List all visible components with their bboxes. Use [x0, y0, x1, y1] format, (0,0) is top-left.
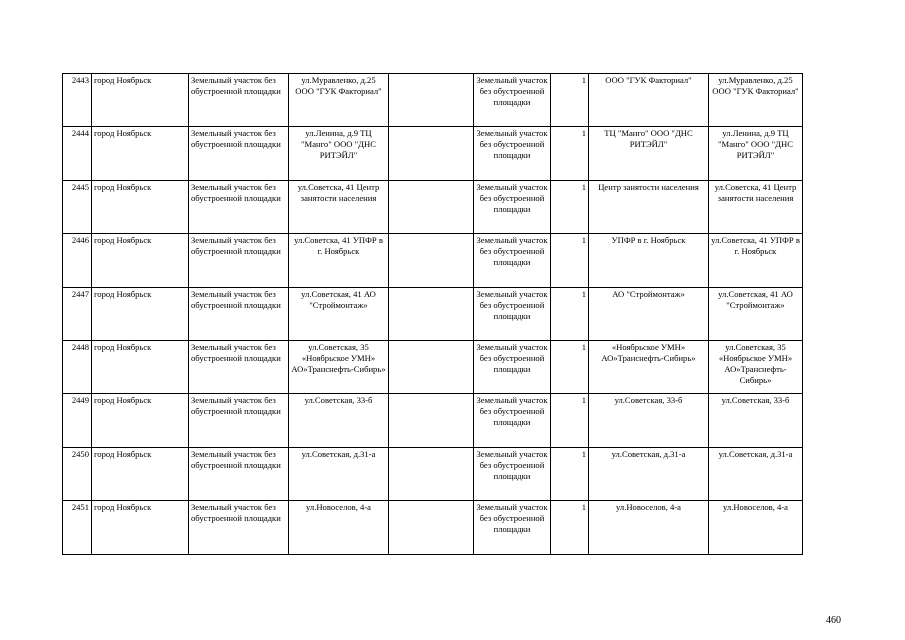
- city-cell: город Ноябрьск: [92, 234, 189, 287]
- address-cell: ул.Ленина, д.9 ТЦ "Манго" ООО "ДНС РИТЭЙЛ": [289, 127, 389, 180]
- empty-cell: [389, 394, 474, 447]
- quantity-cell: 1: [551, 127, 589, 180]
- city-cell: город Ноябрьск: [92, 394, 189, 447]
- location-cell: ул.Новоселов, 4-а: [709, 501, 803, 554]
- row-number: 2446: [63, 234, 92, 287]
- registry-table: [62, 73, 803, 555]
- page-number: 460: [826, 615, 841, 626]
- quantity-cell: 1: [551, 234, 589, 287]
- empty-cell: [389, 180, 474, 233]
- quantity-cell: 1: [551, 74, 589, 127]
- empty-cell: [389, 234, 474, 287]
- address-cell: ул.Советская, 41 АО "Строймонтаж»: [289, 287, 389, 340]
- row-number: 2451: [63, 501, 92, 554]
- quantity-cell: 1: [551, 501, 589, 554]
- owner-cell: УПФР в г. Ноябрьск: [589, 234, 709, 287]
- empty-cell: [389, 447, 474, 500]
- table-row: [63, 501, 803, 554]
- city-cell: город Ноябрьск: [92, 340, 189, 393]
- row-number: 2449: [63, 394, 92, 447]
- site-type-cell: Земельный участок без обустроенной площадки: [189, 501, 289, 554]
- site-type-cell: Земельный участок без обустроенной площадки: [189, 74, 289, 127]
- address-cell: ул.Советска, 41 УПФР в г. Ноябрьск: [289, 234, 389, 287]
- empty-cell: [389, 127, 474, 180]
- location-cell: ул.Советская, 33-б: [709, 394, 803, 447]
- location-cell: ул.Советска, 41 Центр занятости населения: [709, 180, 803, 233]
- table-row: [63, 394, 803, 447]
- site-type-cell: Земельный участок без обустроенной площадки: [189, 234, 289, 287]
- site-type-cell: Земельный участок без обустроенной площадки: [189, 180, 289, 233]
- object-type-cell: Земельный участок без обустроенной площадки: [474, 394, 551, 447]
- city-cell: город Ноябрьск: [92, 74, 189, 127]
- site-type-cell: Земельный участок без обустроенной площадки: [189, 447, 289, 500]
- location-cell: ул.Ленина, д.9 ТЦ "Манго" ООО "ДНС РИТЭЙЛ": [709, 127, 803, 180]
- empty-cell: [389, 74, 474, 127]
- row-number: 2447: [63, 287, 92, 340]
- city-cell: город Ноябрьск: [92, 501, 189, 554]
- location-cell: ул.Советска, 41 УПФР в г. Ноябрьск: [709, 234, 803, 287]
- owner-cell: ООО "ГУК Факториал": [589, 74, 709, 127]
- table-row: [63, 340, 803, 393]
- city-cell: город Ноябрьск: [92, 287, 189, 340]
- location-cell: ул.Советская, д.31-а: [709, 447, 803, 500]
- table-row: [63, 287, 803, 340]
- owner-cell: Центр занятости населения: [589, 180, 709, 233]
- empty-cell: [389, 340, 474, 393]
- address-cell: ул.Новоселов, 4-а: [289, 501, 389, 554]
- object-type-cell: Земельный участок без обустроенной площадки: [474, 234, 551, 287]
- city-cell: город Ноябрьск: [92, 447, 189, 500]
- object-type-cell: Земельный участок без обустроенной площадки: [474, 340, 551, 393]
- location-cell: ул.Советская, 35 «Ноябрьское УМН» АО»Транснефть-Сибирь»: [709, 340, 803, 393]
- row-number: 2448: [63, 340, 92, 393]
- address-cell: ул.Советская, 35 «Ноябрьское УМН» АО»Транснефть-Сибирь»: [289, 340, 389, 393]
- address-cell: ул.Советская, 33-б: [289, 394, 389, 447]
- row-number: 2443: [63, 74, 92, 127]
- address-cell: ул.Советска, 41 Центр занятости населения: [289, 180, 389, 233]
- table-row: [63, 234, 803, 287]
- quantity-cell: 1: [551, 447, 589, 500]
- site-type-cell: Земельный участок без обустроенной площадки: [189, 127, 289, 180]
- address-cell: ул.Муравленко, д.25 ООО "ГУК Факториал": [289, 74, 389, 127]
- city-cell: город Ноябрьск: [92, 180, 189, 233]
- object-type-cell: Земельный участок без обустроенной площадки: [474, 447, 551, 500]
- quantity-cell: 1: [551, 394, 589, 447]
- table-row: [63, 74, 803, 127]
- quantity-cell: 1: [551, 287, 589, 340]
- owner-cell: ул.Советская, 33-б: [589, 394, 709, 447]
- owner-cell: ТЦ "Манго" ООО "ДНС РИТЭЙЛ": [589, 127, 709, 180]
- table-row: [63, 447, 803, 500]
- row-number: 2444: [63, 127, 92, 180]
- object-type-cell: Земельный участок без обустроенной площадки: [474, 74, 551, 127]
- location-cell: ул.Советская, 41 АО "Строймонтаж»: [709, 287, 803, 340]
- owner-cell: АО "Строймонтаж»: [589, 287, 709, 340]
- owner-cell: ул.Советская, д.31-а: [589, 447, 709, 500]
- owner-cell: «Ноябрьское УМН» АО»Транснефть-Сибирь»: [589, 340, 709, 393]
- object-type-cell: Земельный участок без обустроенной площадки: [474, 127, 551, 180]
- site-type-cell: Земельный участок без обустроенной площадки: [189, 394, 289, 447]
- object-type-cell: Земельный участок без обустроенной площадки: [474, 501, 551, 554]
- empty-cell: [389, 287, 474, 340]
- empty-cell: [389, 501, 474, 554]
- quantity-cell: 1: [551, 180, 589, 233]
- table-row: [63, 180, 803, 233]
- owner-cell: ул.Новоселов, 4-а: [589, 501, 709, 554]
- row-number: 2450: [63, 447, 92, 500]
- site-type-cell: Земельный участок без обустроенной площадки: [189, 287, 289, 340]
- table-row: [63, 127, 803, 180]
- quantity-cell: 1: [551, 340, 589, 393]
- city-cell: город Ноябрьск: [92, 127, 189, 180]
- table-body: [63, 74, 803, 555]
- site-type-cell: Земельный участок без обустроенной площадки: [189, 340, 289, 393]
- location-cell: ул.Муравленко, д.25 ООО "ГУК Факториал": [709, 74, 803, 127]
- address-cell: ул.Советская, д.31-а: [289, 447, 389, 500]
- object-type-cell: Земельный участок без обустроенной площадки: [474, 180, 551, 233]
- row-number: 2445: [63, 180, 92, 233]
- object-type-cell: Земельный участок без обустроенной площадки: [474, 287, 551, 340]
